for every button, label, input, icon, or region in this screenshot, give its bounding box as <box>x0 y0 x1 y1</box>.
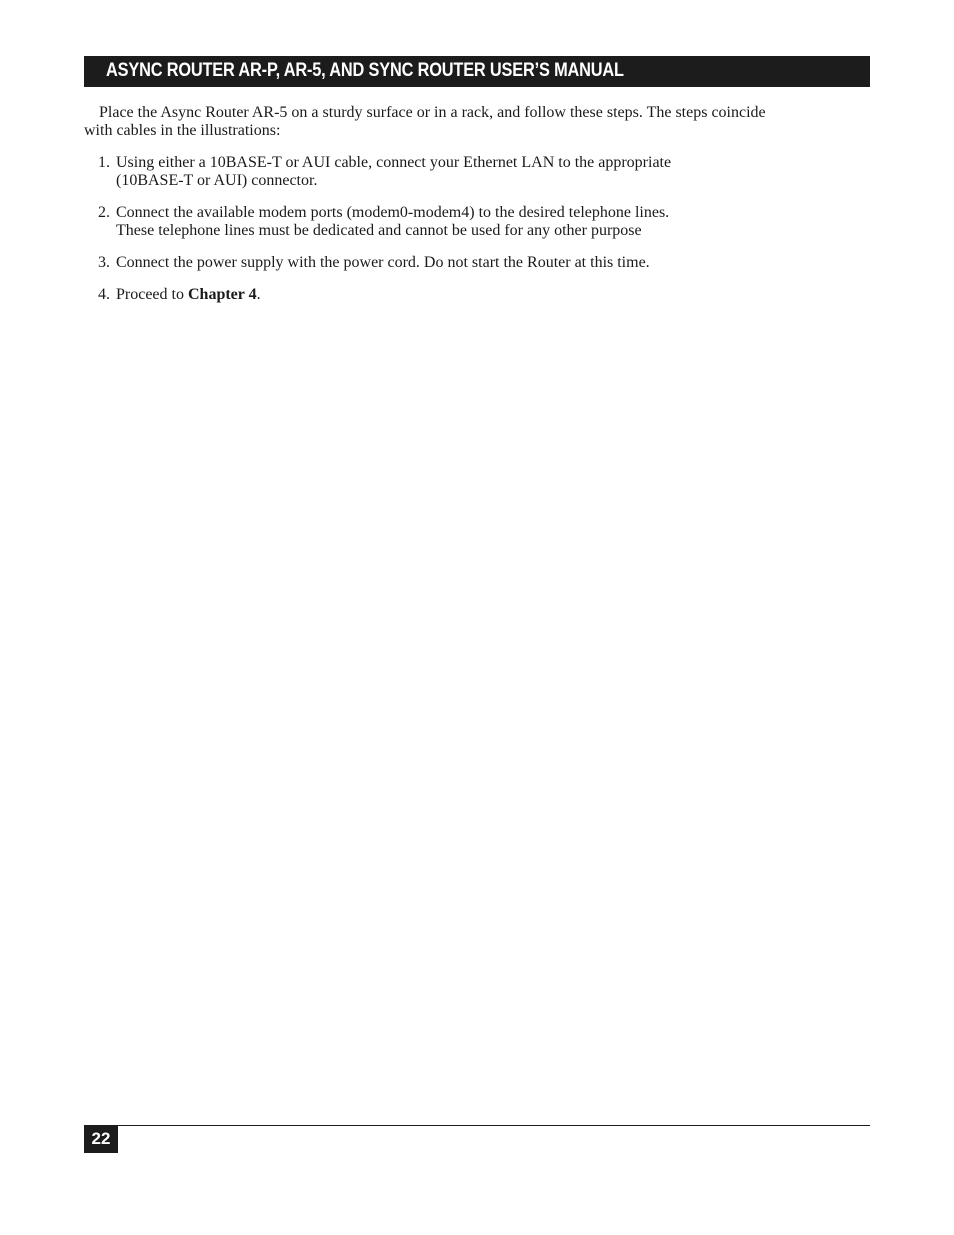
step-text: Connect the available modem ports (modem0-modem4) to the desired telephone lines. <box>116 204 670 221</box>
chapter-reference: Chapter 4 <box>187 286 257 303</box>
page-header-bar <box>84 56 870 87</box>
step-text: Using either a 10BASE-T or AUI cable, connect your Ethernet LAN to the appropriate <box>116 154 672 171</box>
intro-paragraph <box>84 104 870 140</box>
steps-list <box>98 154 671 318</box>
step-number: 4. <box>98 286 110 303</box>
step-number: 3. <box>98 254 110 271</box>
step-text-prefix: Proceed to <box>116 286 188 303</box>
page-header-title: ASYNC ROUTER AR-P, AR-5, AND SYNC ROUTER USER’S MANUAL <box>106 60 624 81</box>
step-text: (10BASE-T or AUI) connector. <box>116 172 318 189</box>
page-number: 22 <box>91 1129 111 1148</box>
step-item <box>98 254 671 272</box>
footer-rule <box>84 1125 870 1126</box>
step-number: 1. <box>98 154 110 171</box>
step-item <box>98 204 671 240</box>
step-number: 2. <box>98 204 110 221</box>
intro-line: with cables in the illustrations: <box>84 122 281 139</box>
step-text <box>116 286 671 304</box>
step-item <box>98 286 671 304</box>
intro-line: Place the Async Router AR-5 on a sturdy surface or in a rack, and follow these steps. The steps coincide <box>99 104 766 121</box>
step-text: Connect the power supply with the power cord. Do not start the Router at this time. <box>116 254 650 271</box>
step-item <box>98 154 671 190</box>
step-text-suffix: . <box>256 286 261 303</box>
step-text: These telephone lines must be dedicated and cannot be used for any other purpose <box>116 222 642 239</box>
page-number-box <box>84 1125 118 1153</box>
